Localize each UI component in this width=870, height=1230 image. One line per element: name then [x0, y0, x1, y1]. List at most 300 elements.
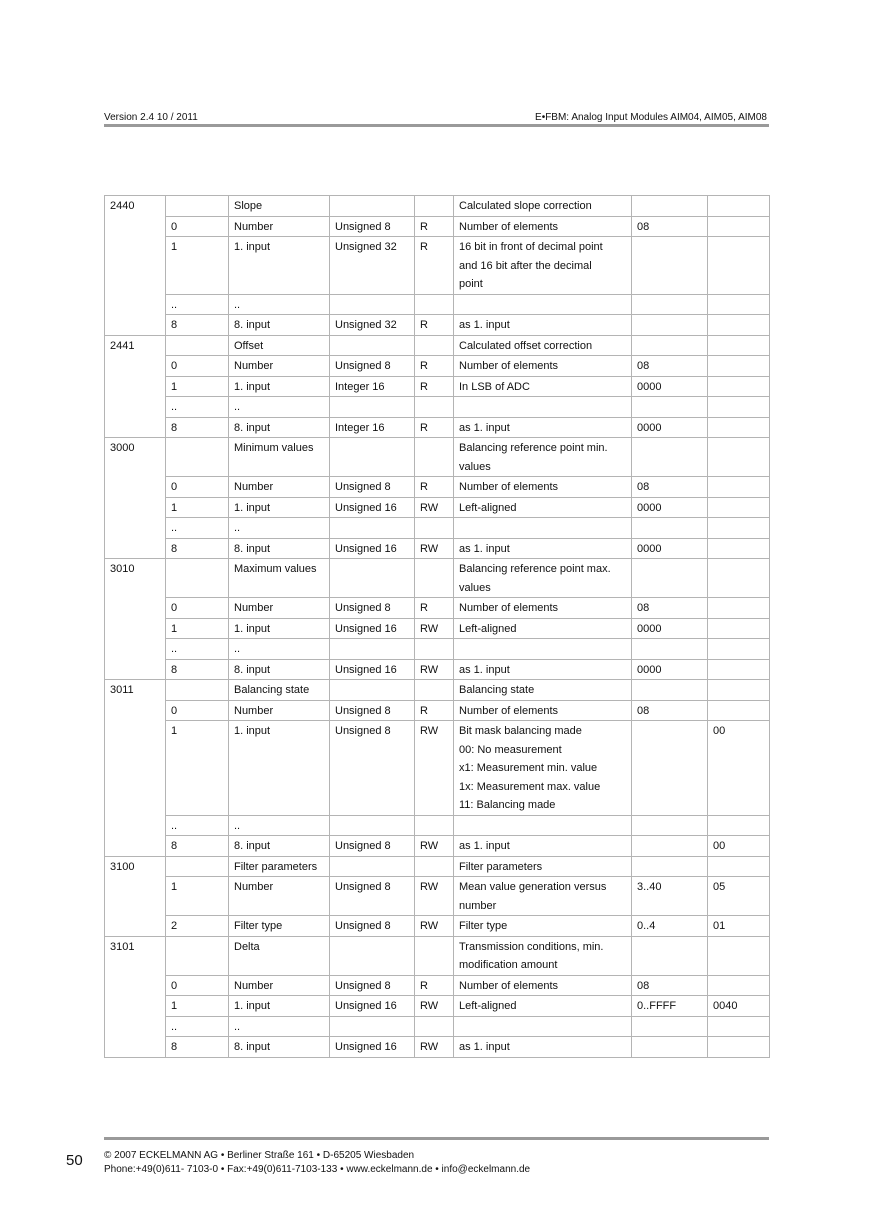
- default-cell: [708, 216, 770, 237]
- table-row: [105, 975, 770, 996]
- type-cell: [330, 294, 415, 315]
- name-cell: Delta: [229, 936, 330, 975]
- subindex-cell: ..: [166, 294, 229, 315]
- range-cell: 0000: [632, 417, 708, 438]
- table-row: [105, 877, 770, 916]
- subindex-cell: 0: [166, 356, 229, 377]
- subindex-cell: 1: [166, 497, 229, 518]
- access-cell: [415, 438, 454, 477]
- type-cell: Unsigned 8: [330, 836, 415, 857]
- subindex-cell: 8: [166, 1037, 229, 1058]
- index-cell: [105, 538, 166, 559]
- index-cell: [105, 315, 166, 336]
- header-document-title: E•FBM: Analog Input Modules AIM04, AIM05, AIM08: [535, 112, 767, 123]
- table-row: [105, 1016, 770, 1037]
- header-rule: [104, 124, 769, 127]
- access-cell: RW: [415, 497, 454, 518]
- description-cell: Transmission conditions, min. modification amount: [454, 936, 632, 975]
- subindex-cell: [166, 856, 229, 877]
- type-cell: Unsigned 32: [330, 237, 415, 295]
- default-cell: [708, 1016, 770, 1037]
- access-cell: RW: [415, 916, 454, 937]
- name-cell: 1. input: [229, 497, 330, 518]
- default-cell: [708, 497, 770, 518]
- type-cell: Unsigned 16: [330, 618, 415, 639]
- table-row: [105, 721, 770, 816]
- access-cell: RW: [415, 618, 454, 639]
- index-cell: 3100: [105, 856, 166, 877]
- access-cell: R: [415, 376, 454, 397]
- description-cell: [454, 397, 632, 418]
- range-cell: [632, 315, 708, 336]
- table-row: [105, 559, 770, 598]
- table-row: [105, 356, 770, 377]
- index-cell: [105, 237, 166, 295]
- default-cell: [708, 815, 770, 836]
- type-cell: [330, 639, 415, 660]
- description-cell: Bit mask balancing made 00: No measurement x1: Measurement min. value 1x: Measurement max. value 11: Balancing made: [454, 721, 632, 816]
- index-cell: [105, 376, 166, 397]
- table-row: [105, 438, 770, 477]
- table-row: [105, 1037, 770, 1058]
- index-cell: [105, 639, 166, 660]
- default-cell: [708, 700, 770, 721]
- index-cell: [105, 877, 166, 916]
- access-cell: RW: [415, 1037, 454, 1058]
- index-cell: [105, 975, 166, 996]
- name-cell: Filter parameters: [229, 856, 330, 877]
- description-cell: In LSB of ADC: [454, 376, 632, 397]
- type-cell: [330, 518, 415, 539]
- range-cell: 0..4: [632, 916, 708, 937]
- access-cell: [415, 680, 454, 701]
- index-cell: [105, 417, 166, 438]
- subindex-cell: ..: [166, 397, 229, 418]
- index-cell: [105, 518, 166, 539]
- range-cell: [632, 836, 708, 857]
- subindex-cell: 1: [166, 618, 229, 639]
- type-cell: Unsigned 8: [330, 877, 415, 916]
- name-cell: 8. input: [229, 315, 330, 336]
- name-cell: 8. input: [229, 1037, 330, 1058]
- type-cell: Unsigned 8: [330, 700, 415, 721]
- name-cell: Offset: [229, 335, 330, 356]
- access-cell: [415, 294, 454, 315]
- index-cell: 3101: [105, 936, 166, 975]
- description-cell: as 1. input: [454, 659, 632, 680]
- table-row: [105, 538, 770, 559]
- default-cell: 05: [708, 877, 770, 916]
- object-dictionary-table: [104, 195, 770, 1058]
- table-row: [105, 700, 770, 721]
- range-cell: [632, 518, 708, 539]
- access-cell: R: [415, 598, 454, 619]
- access-cell: R: [415, 477, 454, 498]
- range-cell: 0000: [632, 497, 708, 518]
- name-cell: ..: [229, 294, 330, 315]
- range-cell: 08: [632, 975, 708, 996]
- name-cell: 1. input: [229, 237, 330, 295]
- range-cell: [632, 1037, 708, 1058]
- type-cell: Unsigned 8: [330, 477, 415, 498]
- type-cell: Unsigned 16: [330, 659, 415, 680]
- table-row: [105, 618, 770, 639]
- default-cell: [708, 438, 770, 477]
- subindex-cell: 1: [166, 996, 229, 1017]
- name-cell: Filter type: [229, 916, 330, 937]
- page-number: 50: [66, 1152, 83, 1169]
- range-cell: 0000: [632, 538, 708, 559]
- access-cell: [415, 936, 454, 975]
- range-cell: 0000: [632, 659, 708, 680]
- subindex-cell: [166, 559, 229, 598]
- name-cell: Number: [229, 216, 330, 237]
- type-cell: [330, 559, 415, 598]
- subindex-cell: ..: [166, 815, 229, 836]
- type-cell: [330, 397, 415, 418]
- default-cell: [708, 680, 770, 701]
- table-row: [105, 996, 770, 1017]
- description-cell: Balancing state: [454, 680, 632, 701]
- description-cell: Number of elements: [454, 477, 632, 498]
- index-cell: 2441: [105, 335, 166, 356]
- range-cell: [632, 1016, 708, 1037]
- description-cell: Calculated offset correction: [454, 335, 632, 356]
- range-cell: 08: [632, 216, 708, 237]
- default-cell: [708, 856, 770, 877]
- default-cell: [708, 975, 770, 996]
- subindex-cell: ..: [166, 518, 229, 539]
- description-cell: [454, 815, 632, 836]
- description-cell: Left-aligned: [454, 996, 632, 1017]
- name-cell: Number: [229, 700, 330, 721]
- range-cell: 0000: [632, 376, 708, 397]
- type-cell: Unsigned 8: [330, 598, 415, 619]
- access-cell: RW: [415, 538, 454, 559]
- type-cell: Unsigned 8: [330, 721, 415, 816]
- name-cell: Number: [229, 598, 330, 619]
- type-cell: [330, 335, 415, 356]
- default-cell: [708, 335, 770, 356]
- default-cell: [708, 518, 770, 539]
- default-cell: 01: [708, 916, 770, 937]
- description-cell: Left-aligned: [454, 618, 632, 639]
- name-cell: ..: [229, 518, 330, 539]
- name-cell: 8. input: [229, 836, 330, 857]
- type-cell: [330, 1016, 415, 1037]
- table-row: [105, 518, 770, 539]
- range-cell: 08: [632, 598, 708, 619]
- access-cell: RW: [415, 996, 454, 1017]
- range-cell: 0..FFFF: [632, 996, 708, 1017]
- subindex-cell: [166, 936, 229, 975]
- table-row: [105, 397, 770, 418]
- index-cell: [105, 916, 166, 937]
- range-cell: [632, 335, 708, 356]
- index-cell: [105, 497, 166, 518]
- type-cell: Unsigned 16: [330, 996, 415, 1017]
- subindex-cell: [166, 438, 229, 477]
- type-cell: [330, 936, 415, 975]
- default-cell: [708, 356, 770, 377]
- name-cell: 8. input: [229, 417, 330, 438]
- description-cell: Filter parameters: [454, 856, 632, 877]
- description-cell: 16 bit in front of decimal point and 16 bit after the decimal point: [454, 237, 632, 295]
- table-row: [105, 936, 770, 975]
- description-cell: Number of elements: [454, 356, 632, 377]
- range-cell: [632, 856, 708, 877]
- access-cell: R: [415, 356, 454, 377]
- description-cell: as 1. input: [454, 836, 632, 857]
- default-cell: [708, 1037, 770, 1058]
- subindex-cell: 0: [166, 700, 229, 721]
- default-cell: [708, 936, 770, 975]
- range-cell: 08: [632, 356, 708, 377]
- table-row: [105, 659, 770, 680]
- access-cell: [415, 639, 454, 660]
- access-cell: RW: [415, 721, 454, 816]
- range-cell: [632, 294, 708, 315]
- access-cell: RW: [415, 659, 454, 680]
- name-cell: ..: [229, 397, 330, 418]
- range-cell: 08: [632, 477, 708, 498]
- description-cell: Number of elements: [454, 216, 632, 237]
- table-row: [105, 376, 770, 397]
- table-row: [105, 836, 770, 857]
- default-cell: 0040: [708, 996, 770, 1017]
- table-row: [105, 315, 770, 336]
- type-cell: Unsigned 8: [330, 216, 415, 237]
- name-cell: Minimum values: [229, 438, 330, 477]
- description-cell: Number of elements: [454, 598, 632, 619]
- default-cell: [708, 659, 770, 680]
- index-cell: 3000: [105, 438, 166, 477]
- description-cell: Calculated slope correction: [454, 196, 632, 217]
- index-cell: [105, 996, 166, 1017]
- description-cell: as 1. input: [454, 1037, 632, 1058]
- description-cell: as 1. input: [454, 417, 632, 438]
- default-cell: [708, 196, 770, 217]
- index-cell: [105, 618, 166, 639]
- table-row: [105, 417, 770, 438]
- range-cell: [632, 237, 708, 295]
- footer-contact: Phone:+49(0)611- 7103-0 • Fax:+49(0)611-7103-133 • www.eckelmann.de • info@eckelmann.de: [104, 1164, 531, 1175]
- default-cell: [708, 598, 770, 619]
- description-cell: Number of elements: [454, 975, 632, 996]
- default-cell: [708, 294, 770, 315]
- name-cell: Slope: [229, 196, 330, 217]
- index-cell: [105, 721, 166, 816]
- name-cell: 1. input: [229, 721, 330, 816]
- default-cell: [708, 417, 770, 438]
- description-cell: Left-aligned: [454, 497, 632, 518]
- access-cell: [415, 196, 454, 217]
- subindex-cell: ..: [166, 639, 229, 660]
- access-cell: R: [415, 315, 454, 336]
- default-cell: [708, 559, 770, 598]
- description-cell: Filter type: [454, 916, 632, 937]
- access-cell: R: [415, 216, 454, 237]
- subindex-cell: 1: [166, 877, 229, 916]
- description-cell: as 1. input: [454, 315, 632, 336]
- type-cell: [330, 438, 415, 477]
- range-cell: [632, 815, 708, 836]
- range-cell: 3..40: [632, 877, 708, 916]
- name-cell: Number: [229, 356, 330, 377]
- index-cell: [105, 598, 166, 619]
- default-cell: 00: [708, 836, 770, 857]
- table-row: [105, 216, 770, 237]
- type-cell: Integer 16: [330, 417, 415, 438]
- subindex-cell: 8: [166, 659, 229, 680]
- subindex-cell: 2: [166, 916, 229, 937]
- header-version: Version 2.4 10 / 2011: [104, 112, 198, 123]
- index-cell: [105, 477, 166, 498]
- name-cell: Number: [229, 975, 330, 996]
- subindex-cell: 1: [166, 237, 229, 295]
- table-row: [105, 335, 770, 356]
- default-cell: [708, 376, 770, 397]
- range-cell: [632, 559, 708, 598]
- description-cell: Balancing reference point min. values: [454, 438, 632, 477]
- name-cell: 8. input: [229, 659, 330, 680]
- name-cell: Number: [229, 477, 330, 498]
- index-cell: [105, 815, 166, 836]
- table-row: [105, 237, 770, 295]
- index-cell: 2440: [105, 196, 166, 217]
- default-cell: [708, 237, 770, 295]
- description-cell: Mean value generation versus number: [454, 877, 632, 916]
- table-row: [105, 598, 770, 619]
- name-cell: Balancing state: [229, 680, 330, 701]
- subindex-cell: [166, 680, 229, 701]
- index-cell: [105, 294, 166, 315]
- name-cell: 1. input: [229, 618, 330, 639]
- subindex-cell: 8: [166, 315, 229, 336]
- name-cell: ..: [229, 815, 330, 836]
- range-cell: [632, 196, 708, 217]
- type-cell: [330, 680, 415, 701]
- type-cell: Unsigned 32: [330, 315, 415, 336]
- description-cell: [454, 1016, 632, 1037]
- type-cell: [330, 815, 415, 836]
- table-row: [105, 477, 770, 498]
- table-row: [105, 294, 770, 315]
- range-cell: [632, 721, 708, 816]
- access-cell: [415, 335, 454, 356]
- subindex-cell: ..: [166, 1016, 229, 1037]
- description-cell: [454, 639, 632, 660]
- table-row: [105, 815, 770, 836]
- access-cell: R: [415, 417, 454, 438]
- default-cell: [708, 618, 770, 639]
- access-cell: [415, 815, 454, 836]
- access-cell: RW: [415, 836, 454, 857]
- index-cell: [105, 836, 166, 857]
- access-cell: [415, 1016, 454, 1037]
- footer-rule: [104, 1137, 769, 1140]
- range-cell: [632, 680, 708, 701]
- default-cell: [708, 477, 770, 498]
- table-row: [105, 196, 770, 217]
- subindex-cell: 1: [166, 376, 229, 397]
- range-cell: [632, 397, 708, 418]
- description-cell: [454, 294, 632, 315]
- subindex-cell: 0: [166, 598, 229, 619]
- index-cell: [105, 659, 166, 680]
- type-cell: Unsigned 8: [330, 975, 415, 996]
- range-cell: [632, 438, 708, 477]
- type-cell: Integer 16: [330, 376, 415, 397]
- subindex-cell: 8: [166, 417, 229, 438]
- index-cell: 3011: [105, 680, 166, 701]
- access-cell: R: [415, 975, 454, 996]
- description-cell: [454, 518, 632, 539]
- subindex-cell: 8: [166, 538, 229, 559]
- access-cell: R: [415, 700, 454, 721]
- type-cell: Unsigned 8: [330, 356, 415, 377]
- range-cell: 0000: [632, 618, 708, 639]
- type-cell: [330, 196, 415, 217]
- name-cell: Maximum values: [229, 559, 330, 598]
- name-cell: Number: [229, 877, 330, 916]
- table-row: [105, 497, 770, 518]
- type-cell: Unsigned 16: [330, 538, 415, 559]
- index-cell: [105, 356, 166, 377]
- index-cell: [105, 1016, 166, 1037]
- index-cell: 3010: [105, 559, 166, 598]
- index-cell: [105, 397, 166, 418]
- index-cell: [105, 1037, 166, 1058]
- access-cell: RW: [415, 877, 454, 916]
- subindex-cell: 0: [166, 477, 229, 498]
- default-cell: [708, 397, 770, 418]
- type-cell: Unsigned 8: [330, 916, 415, 937]
- type-cell: Unsigned 16: [330, 1037, 415, 1058]
- footer-address: © 2007 ECKELMANN AG • Berliner Straße 161 • D-65205 Wiesbaden: [104, 1150, 415, 1161]
- description-cell: Number of elements: [454, 700, 632, 721]
- subindex-cell: 1: [166, 721, 229, 816]
- name-cell: ..: [229, 639, 330, 660]
- default-cell: [708, 639, 770, 660]
- type-cell: [330, 856, 415, 877]
- name-cell: ..: [229, 1016, 330, 1037]
- range-cell: 08: [632, 700, 708, 721]
- access-cell: [415, 856, 454, 877]
- description-cell: as 1. input: [454, 538, 632, 559]
- table-row: [105, 916, 770, 937]
- default-cell: 00: [708, 721, 770, 816]
- subindex-cell: [166, 196, 229, 217]
- index-cell: [105, 700, 166, 721]
- range-cell: [632, 936, 708, 975]
- subindex-cell: [166, 335, 229, 356]
- subindex-cell: 8: [166, 836, 229, 857]
- access-cell: [415, 397, 454, 418]
- access-cell: [415, 559, 454, 598]
- table-row: [105, 680, 770, 701]
- type-cell: Unsigned 16: [330, 497, 415, 518]
- description-cell: Balancing reference point max. values: [454, 559, 632, 598]
- access-cell: R: [415, 237, 454, 295]
- subindex-cell: 0: [166, 216, 229, 237]
- access-cell: [415, 518, 454, 539]
- table-row: [105, 639, 770, 660]
- name-cell: 8. input: [229, 538, 330, 559]
- table-row: [105, 856, 770, 877]
- range-cell: [632, 639, 708, 660]
- default-cell: [708, 538, 770, 559]
